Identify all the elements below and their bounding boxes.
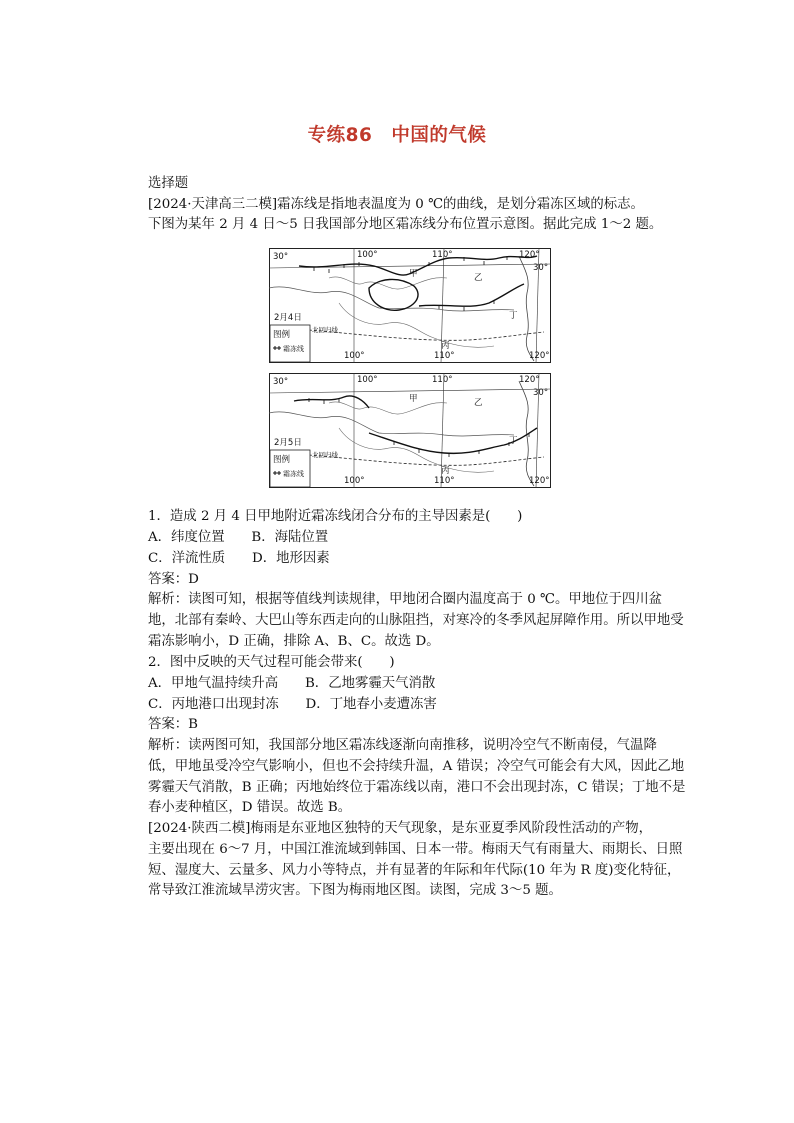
q2-options-row2: C．丙地港口出现封冻 D．丁地春小麦遭冻害 [148,697,437,712]
lon-label: 100° [357,250,378,260]
lat-label: 30° [533,263,549,273]
lon-label: 100° [357,375,378,385]
q1-analysis-2: 地，北部有秦岭、大巴山等东西走向的山脉阻挡，对寒冷的冬季风起屏障作用。所以甲地受 [148,613,684,628]
q2-analysis-1: 解析：读两图可知，我国部分地区霜冻线逐渐向南推移，说明冷空气不断南侵，气温降 [148,738,657,753]
q2-analysis-3: 雾霾天气消散，B 正确；丙地始终位于霜冻线以南，港口不会出现封冻，C 错误；丁地不是 [148,780,686,795]
lon-label: 120° [529,476,550,486]
lat-label: 30° [533,388,549,398]
page-title: 专练86 中国的气候 [307,125,487,146]
legend-item: 霜冻线 [283,345,304,353]
q1-options-row2: C．洋流性质 D．地形因素 [148,551,330,566]
label-bing: 丙 [441,466,450,476]
q2-analysis-2: 低，甲地虽受冷空气影响小，但也不会持续升温，A 错误；冷空气可能会有大风，因此乙地 [148,759,685,774]
q2-options-row1: A．甲地气温持续升高 B．乙地雾霾天气消散 [148,676,436,691]
lat-label: 30° [273,377,289,387]
q2-analysis-4: 春小麦种植区，D 错误。故选 B。 [148,800,352,815]
intro2-line-1: [2024·陕西二模]梅雨是东亚地区独特的天气现象，是东亚夏季风阶段性活动的产物， [148,821,653,836]
q2-answer: 答案：B [148,717,199,732]
map-date: 2月4日 [274,313,302,323]
map-svg [269,373,551,488]
frost-line-map-feb4 [269,248,551,363]
label-yi: 乙 [474,273,483,283]
lon-label: 120° [519,375,540,385]
lat-label: 30° [273,252,289,262]
lon-label: 110° [434,351,455,361]
lon-label: 110° [432,250,453,260]
q1-stem: 1．造成 2 月 4 日甲地附近霜冻线闭合分布的主导因素是( ) [148,509,523,524]
q1-answer: 答案：D [148,572,199,587]
tropic-label: 北回归线 [312,326,338,334]
q1-options-row1: A．纬度位置 B．海陆位置 [148,530,329,545]
lon-label: 100° [344,476,365,486]
q1-analysis-3: 霜冻影响小，D 正确，排除 A、B、C。故选 D。 [148,634,440,649]
lon-label: 110° [434,476,455,486]
tropic-label: 北回归线 [312,451,338,459]
frost-line-map-feb5 [269,373,551,488]
intro2-line-3: 短、湿度大、云量多、风力小等特点，并有显著的年际和年代际(10 年为 R 度)变化特征， [148,863,681,878]
intro2-line-2: 主要出现在 6～7 月，中国江淮流域到韩国、日本一带。梅雨天气有雨量大、雨期长、日照 [148,842,683,857]
intro2-line-4: 常导致江淮流域旱涝灾害。下图为梅雨地区图。读图，完成 3～5 题。 [148,883,562,898]
legend-title: 图例 [273,330,291,340]
legend-title: 图例 [273,455,291,465]
lon-label: 110° [432,375,453,385]
map-date: 2月5日 [274,438,302,448]
lon-label: 120° [529,351,550,361]
q1-analysis-1: 解析：读图可知，根据等值线判读规律，甲地闭合圈内温度高于 0 ℃。甲地位于四川盆 [148,592,663,607]
label-yi: 乙 [474,398,483,408]
lon-label: 100° [344,351,365,361]
section-heading: 选择题 [148,176,189,191]
map-svg [269,248,551,363]
label-ding: 丁 [509,311,518,321]
label-bing: 丙 [441,341,450,351]
intro-line-2: 下图为某年 2 月 4 日～5 日我国部分地区霜冻线分布位置示意图。据此完成 1～2 题。 [148,217,663,232]
legend-item: 霜冻线 [283,470,304,478]
q2-stem: 2．图中反映的天气过程可能会带来( ) [148,655,395,670]
intro-line-1: [2024·天津高三二模]霜冻线是指地表温度为 0 ℃的曲线，是划分霜冻区域的标志。 [148,197,644,212]
label-ding: 丁 [509,436,518,446]
lon-label: 120° [519,250,540,260]
label-jia: 甲 [409,269,418,279]
label-jia: 甲 [409,394,418,404]
